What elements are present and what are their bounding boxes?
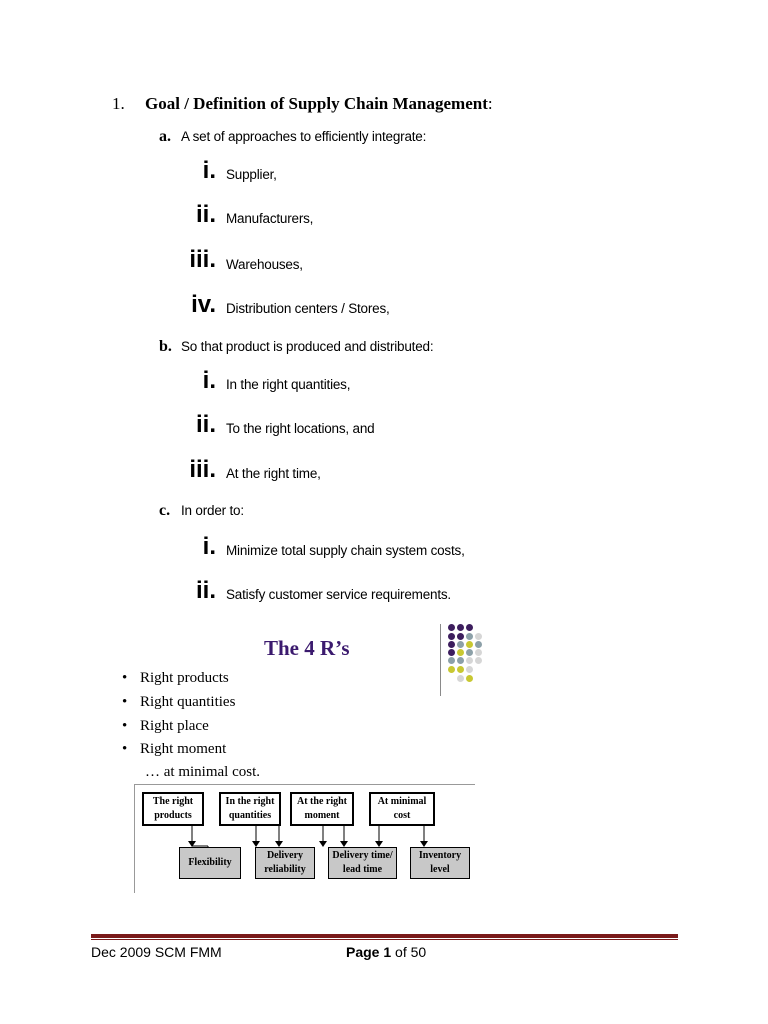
section-b-letter: b. — [159, 338, 172, 355]
footer-page-current: 1 — [383, 944, 392, 960]
dot-purple — [457, 633, 464, 640]
bullet-marker: • — [122, 694, 128, 710]
section-c-item-1-text: Minimize total supply chain system costs, — [226, 543, 465, 558]
dot-purple — [466, 624, 473, 631]
section-a-item-3-text: Warehouses, — [226, 257, 303, 272]
dot-olive — [448, 666, 455, 673]
section-a-item-1-numeral: i. — [202, 157, 216, 184]
dot-light — [475, 649, 482, 656]
section-b-item-2-numeral: ii. — [195, 411, 216, 438]
section-a-text: A set of approaches to efficiently integrate: — [181, 129, 427, 144]
footer-page-total: 50 — [410, 944, 427, 960]
section-b-item-1-text: In the right quantities, — [226, 377, 351, 392]
section-b-item-2-text: To the right locations, and — [226, 421, 375, 436]
dot-purple — [448, 633, 455, 640]
dot-teal — [475, 641, 482, 648]
dot-light — [466, 666, 473, 673]
bullet-2: Right quantities — [140, 694, 236, 710]
section-a-letter: a. — [159, 128, 171, 145]
slide-divider — [440, 624, 441, 696]
dot-olive — [466, 675, 473, 682]
dot-light — [466, 657, 473, 664]
dot-teal — [457, 657, 464, 664]
section-b-item-3-text: At the right time, — [226, 466, 321, 481]
dot-teal — [466, 649, 473, 656]
diagram-box-right-products: The right products — [142, 792, 204, 826]
dot-purple — [448, 624, 455, 631]
dot-purple — [448, 649, 455, 656]
section-a-item-2-text: Manufacturers, — [226, 211, 314, 226]
bullet-marker: • — [122, 718, 128, 734]
dot-teal — [448, 657, 455, 664]
section-c-item-2-text: Satisfy customer service requirements. — [226, 587, 451, 602]
diagram-box-minimal-cost: At minimal cost — [369, 792, 435, 826]
diagram-box-right-moment: At the right moment — [290, 792, 354, 826]
bullet-1: Right products — [140, 670, 229, 686]
footer-page-label: Page — [346, 944, 380, 960]
bullet-marker: • — [122, 741, 128, 757]
diagram-box-delivery-time: Delivery time/ lead time — [328, 847, 397, 879]
heading-title: Goal / Definition of Supply Chain Management — [145, 94, 488, 113]
footer-of: of — [395, 944, 407, 960]
bullet-3: Right place — [140, 718, 209, 734]
section-a-item-4-text: Distribution centers / Stores, — [226, 301, 390, 316]
dot-purple — [448, 641, 455, 648]
section-b-item-1-numeral: i. — [202, 367, 216, 394]
section-b-item-3-numeral: iii. — [189, 456, 216, 483]
heading-number: 1. — [112, 94, 125, 113]
footer-rule-thin — [91, 939, 678, 940]
decorative-dot-grid — [448, 624, 492, 690]
dot-teal — [466, 633, 473, 640]
dot-light — [457, 675, 464, 682]
bullet-tail: … at minimal cost. — [145, 764, 260, 780]
section-b-text: So that product is produced and distributed: — [181, 339, 434, 354]
section-c-letter: c. — [159, 502, 171, 519]
page-heading — [145, 94, 493, 114]
bullet-4: Right moment — [140, 741, 227, 757]
dot-teal — [457, 641, 464, 648]
diagram-box-inventory-level: Inventory level — [410, 847, 470, 879]
dot-purple — [457, 624, 464, 631]
diagram-box-delivery-reliability: Delivery reliability — [255, 847, 315, 879]
bullet-marker: • — [122, 670, 128, 686]
footer-rule — [91, 934, 678, 938]
section-a-item-1-text: Supplier, — [226, 167, 277, 182]
heading-colon: : — [487, 94, 493, 113]
dot-light — [475, 633, 482, 640]
slide-title: The 4 R’s — [264, 636, 350, 660]
section-a-item-3-numeral: iii. — [189, 246, 216, 273]
dot-light — [475, 657, 482, 664]
section-a-item-2-numeral: ii. — [195, 201, 216, 228]
section-a-item-4-numeral: iv. — [191, 291, 216, 318]
footer-page-number — [346, 944, 426, 960]
dot-olive — [457, 666, 464, 673]
section-c-item-2-numeral: ii. — [195, 577, 216, 604]
dot-olive — [457, 649, 464, 656]
section-c-text: In order to: — [181, 503, 244, 518]
section-c-item-1-numeral: i. — [202, 533, 216, 560]
footer-doc-info: Dec 2009 SCM FMM — [91, 944, 222, 960]
diagram-box-right-quantities: In the right quantities — [219, 792, 281, 826]
diagram-box-flexibility: Flexibility — [179, 847, 241, 879]
dot-olive — [466, 641, 473, 648]
